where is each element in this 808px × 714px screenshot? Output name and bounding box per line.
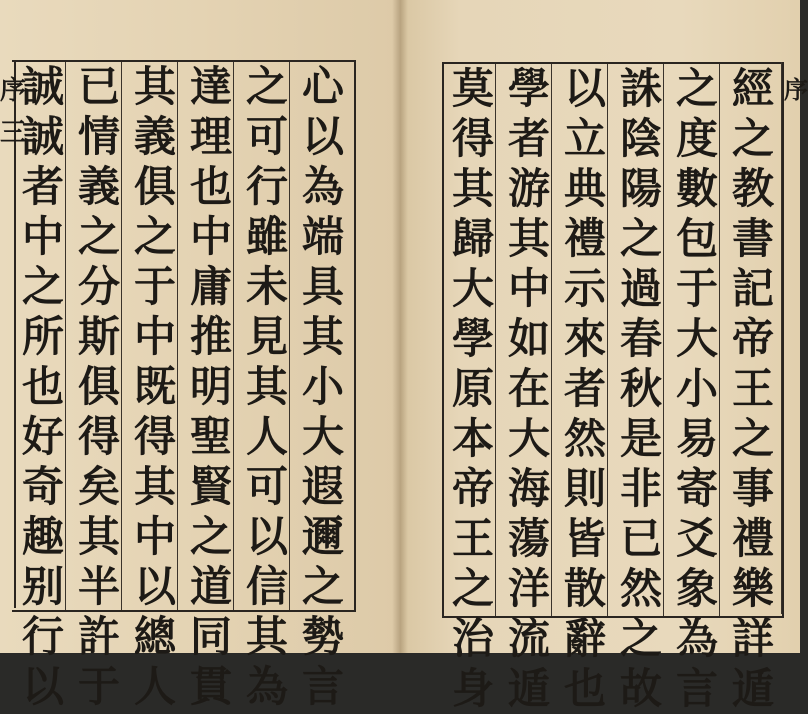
glyph: 者: [507, 114, 550, 163]
glyph: 度: [675, 114, 718, 163]
glyph: 本: [451, 414, 494, 463]
glyph: 然: [563, 414, 606, 463]
glyph: 陰: [619, 114, 662, 163]
right-column-2: [675, 64, 718, 713]
glyph: 奇: [21, 462, 64, 511]
glyph: 之: [77, 212, 120, 261]
glyph: 雖: [245, 212, 288, 261]
glyph: 道: [189, 562, 232, 611]
glyph: 者: [563, 364, 606, 413]
glyph: 非: [619, 464, 662, 513]
glyph: 見: [245, 312, 288, 361]
glyph: 情: [77, 112, 120, 161]
column-rule: [289, 62, 290, 610]
glyph: 可: [245, 112, 288, 161]
glyph: 未: [245, 262, 288, 311]
right-text-frame: [442, 62, 784, 713]
glyph: 則: [563, 464, 606, 513]
glyph: 學: [451, 314, 494, 363]
glyph: 然: [619, 564, 662, 613]
glyph: 其: [507, 214, 550, 263]
glyph: 大: [507, 414, 550, 463]
glyph: 其: [133, 62, 176, 111]
glyph: 貫: [189, 662, 232, 711]
glyph: 明: [189, 362, 232, 411]
glyph: 樂: [731, 564, 774, 613]
glyph: 帝: [731, 314, 774, 363]
column-rule: [607, 64, 608, 616]
glyph: 于: [77, 662, 120, 711]
glyph: 于: [133, 262, 176, 311]
glyph: 易: [675, 414, 718, 463]
glyph: 數: [675, 164, 718, 213]
glyph: 理: [189, 112, 232, 161]
glyph: 教: [731, 164, 774, 213]
left-column-1: [301, 62, 344, 711]
glyph: 王: [451, 514, 494, 563]
glyph: 為: [301, 162, 344, 211]
glyph: 得: [77, 412, 120, 461]
glyph: 得: [451, 114, 494, 163]
glyph: 者: [21, 162, 64, 211]
glyph: 推: [189, 312, 232, 361]
glyph: 之: [619, 614, 662, 663]
glyph: 也: [21, 362, 64, 411]
glyph: 典: [563, 164, 606, 213]
glyph: 之: [301, 562, 344, 611]
glyph: 庸: [189, 262, 232, 311]
column-rule: [719, 64, 720, 616]
glyph: 矣: [77, 462, 120, 511]
glyph: 以: [133, 562, 176, 611]
glyph: 其: [77, 512, 120, 561]
glyph: 事: [731, 464, 774, 513]
glyph: 爻: [675, 514, 718, 563]
glyph: 故: [619, 664, 662, 713]
glyph: 已: [77, 62, 120, 111]
glyph: 行: [245, 162, 288, 211]
glyph: 俱: [77, 362, 120, 411]
left-text-frame: [12, 60, 356, 711]
glyph: 達: [189, 62, 232, 111]
glyph: 好: [21, 412, 64, 461]
right-column-5: [507, 64, 550, 713]
right-column-1: [731, 64, 774, 713]
glyph: 别: [21, 562, 64, 611]
glyph: 既: [133, 362, 176, 411]
glyph: 所: [21, 312, 64, 361]
glyph: 游: [507, 164, 550, 213]
glyph: 如: [507, 314, 550, 363]
glyph: 行: [21, 612, 64, 661]
left-column-2: [245, 62, 288, 711]
left-column-3: [189, 62, 232, 711]
glyph: 莫: [451, 64, 494, 113]
glyph: 之: [731, 114, 774, 163]
glyph: 是: [619, 414, 662, 463]
glyph: 大: [675, 314, 718, 363]
glyph: 寄: [675, 464, 718, 513]
glyph: 以: [21, 662, 64, 711]
glyph: 禮: [731, 514, 774, 563]
glyph: 于: [675, 264, 718, 313]
glyph: 其: [451, 164, 494, 213]
glyph: 遁: [731, 664, 774, 713]
left-column-6: [21, 62, 64, 711]
glyph: 心: [301, 62, 344, 111]
glyph: 洋: [507, 564, 550, 613]
glyph: 中: [133, 312, 176, 361]
glyph: 蕩: [507, 514, 550, 563]
glyph: 以: [245, 512, 288, 561]
glyph: 得: [133, 412, 176, 461]
glyph: 也: [189, 162, 232, 211]
right-margin-strip: [781, 62, 808, 614]
glyph: 之: [619, 214, 662, 263]
glyph: 人: [133, 662, 176, 711]
glyph: 信: [245, 562, 288, 611]
left-page: [0, 0, 400, 711]
glyph: 海: [507, 464, 550, 513]
glyph: 勢: [301, 612, 344, 661]
glyph: 其: [245, 612, 288, 661]
glyph: 之: [731, 414, 774, 463]
glyph: 之: [675, 64, 718, 113]
glyph: 誠: [21, 62, 64, 111]
glyph: 中: [189, 212, 232, 261]
glyph: 半: [77, 562, 120, 611]
glyph: 流: [507, 614, 550, 663]
glyph: 其: [301, 312, 344, 361]
glyph: 端: [301, 212, 344, 261]
glyph: 象: [675, 564, 718, 613]
left-margin-char-0: 序: [0, 76, 27, 106]
glyph: 之: [133, 212, 176, 261]
glyph: 大: [451, 264, 494, 313]
column-rule: [233, 62, 234, 610]
glyph: 經: [731, 64, 774, 113]
glyph: 之: [245, 62, 288, 111]
glyph: 立: [563, 114, 606, 163]
glyph: 其: [245, 362, 288, 411]
glyph: 人: [245, 412, 288, 461]
glyph: 過: [619, 264, 662, 313]
glyph: 也: [563, 664, 606, 713]
glyph: 春: [619, 314, 662, 363]
right-column-3: [619, 64, 662, 713]
glyph: 治: [451, 614, 494, 663]
column-rule: [551, 64, 552, 616]
glyph: 小: [301, 362, 344, 411]
glyph: 已: [619, 514, 662, 563]
column-rule: [121, 62, 122, 610]
glyph: 中: [21, 212, 64, 261]
glyph: 小: [675, 364, 718, 413]
glyph: 歸: [451, 214, 494, 263]
glyph: 誅: [619, 64, 662, 113]
glyph: 遐: [301, 462, 344, 511]
glyph: 義: [133, 112, 176, 161]
glyph: 皆: [563, 514, 606, 563]
glyph: 許: [77, 612, 120, 661]
column-rule: [495, 64, 496, 616]
glyph: 言: [301, 662, 344, 711]
glyph: 辭: [563, 614, 606, 663]
glyph: 聖: [189, 412, 232, 461]
glyph: 俱: [133, 162, 176, 211]
glyph: 中: [507, 264, 550, 313]
glyph: 之: [451, 564, 494, 613]
left-margin-char-1: 三: [0, 118, 27, 148]
glyph: 之: [189, 512, 232, 561]
glyph: 示: [563, 264, 606, 313]
glyph: 詳: [731, 614, 774, 663]
glyph: 其: [133, 462, 176, 511]
glyph: 言: [675, 664, 718, 713]
book-gutter: [392, 0, 408, 653]
right-column-6: [451, 64, 494, 713]
glyph: 大: [301, 412, 344, 461]
glyph: 之: [21, 262, 64, 311]
glyph: 趣: [21, 512, 64, 561]
glyph: 可: [245, 462, 288, 511]
glyph: 具: [301, 262, 344, 311]
glyph: 在: [507, 364, 550, 413]
glyph: 義: [77, 162, 120, 211]
right-margin-char: 序: [784, 75, 808, 104]
glyph: 賢: [189, 462, 232, 511]
glyph: 以: [301, 112, 344, 161]
glyph: 包: [675, 214, 718, 263]
column-rule: [663, 64, 664, 616]
left-column-5: [77, 62, 120, 711]
glyph: 身: [451, 664, 494, 713]
glyph: 同: [189, 612, 232, 661]
column-rule: [177, 62, 178, 610]
glyph: 來: [563, 314, 606, 363]
glyph: 學: [507, 64, 550, 113]
glyph: 分: [77, 262, 120, 311]
glyph: 為: [245, 662, 288, 711]
glyph: 秋: [619, 364, 662, 413]
glyph: 記: [731, 264, 774, 313]
right-column-4: [563, 64, 606, 713]
glyph: 誠: [21, 112, 64, 161]
right-page: [400, 0, 808, 713]
glyph: 邇: [301, 512, 344, 561]
column-rule: [65, 62, 66, 610]
glyph: 中: [133, 512, 176, 561]
glyph: 為: [675, 614, 718, 663]
glyph: 散: [563, 564, 606, 613]
left-column-4: [133, 62, 176, 711]
glyph: 帝: [451, 464, 494, 513]
glyph: 王: [731, 364, 774, 413]
glyph: 總: [133, 612, 176, 661]
glyph: 書: [731, 214, 774, 263]
glyph: 以: [563, 64, 606, 113]
glyph: 遁: [507, 664, 550, 713]
glyph: 斯: [77, 312, 120, 361]
glyph: 禮: [563, 214, 606, 263]
glyph: 原: [451, 364, 494, 413]
glyph: 陽: [619, 164, 662, 213]
